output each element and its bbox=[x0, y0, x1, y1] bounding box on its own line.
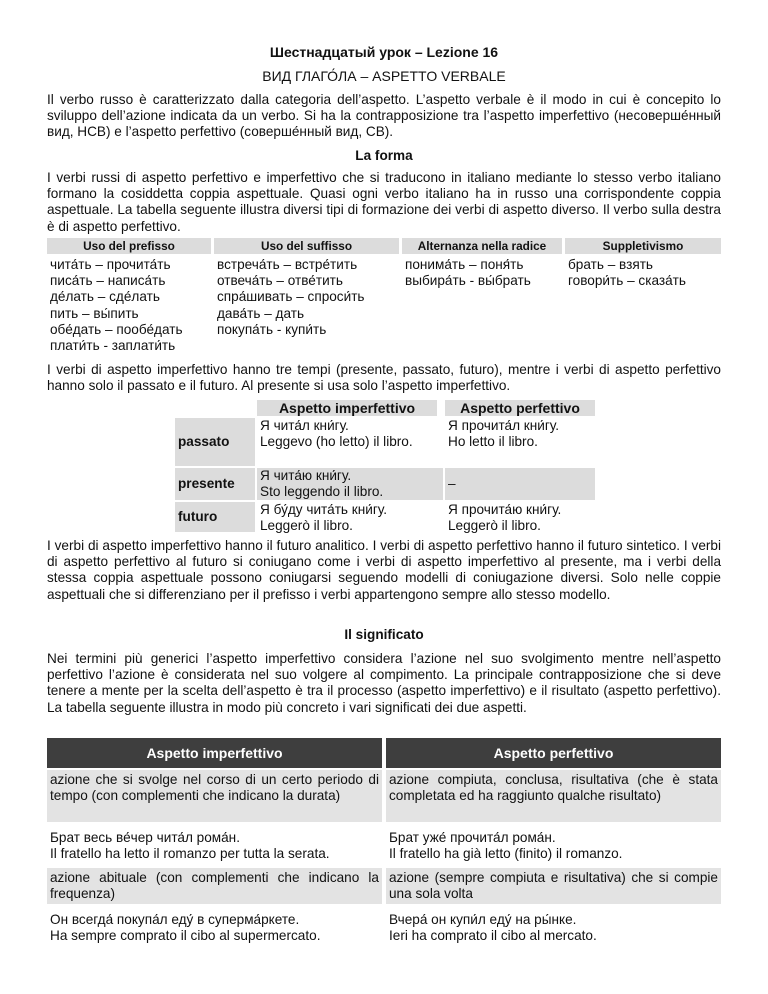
meaning-row-3-perf: azione (sempre compiuta e risultativa) che si compie una sola volta bbox=[386, 868, 721, 904]
russian-example: Я чита́л кни́гу. bbox=[260, 418, 349, 433]
russian-example: Я прочита́л кни́гу. bbox=[448, 418, 560, 433]
formation-col-root bbox=[402, 257, 562, 289]
italian-translation: Leggerò il libro. bbox=[260, 518, 353, 534]
meaning-row-2-imp: Брат весь ве́чер чита́л рома́н. Il fratello ha letto il romanzo per tutta la serata. bbox=[50, 830, 330, 862]
verb-pair: чита́ть – прочита́ть bbox=[50, 257, 171, 272]
verb-pair: покупа́ть - купи́ть bbox=[217, 321, 327, 337]
italian-translation: Leggevo (ho letto) il libro. bbox=[260, 434, 413, 450]
formation-col-suppletion bbox=[565, 257, 721, 289]
meaning-header-imperfective: Aspetto imperfettivo bbox=[47, 738, 382, 768]
section-heading-forma: La forma bbox=[355, 148, 413, 163]
verb-pair: понима́ть – поня́ть bbox=[405, 257, 524, 272]
meaning-row-4-imp: Он всегда́ покупа́л еду́ в суперма́ркете. Ha sempre comprato il cibo al supermercato. bbox=[50, 912, 321, 944]
intro-paragraph: Il verbo russo è caratterizzato dalla categoria dell’aspetto. L’aspetto verbale è il modo in cui è concepito lo sviluppo dell’azione indicata da un verbo. Si ha la contrapposizione tra l’aspetto imperfettivo (несоверше́нный вид, НСВ) e l’aspetto perfettivo (соверше́нный вид, СВ). bbox=[47, 92, 721, 140]
russian-example: Я прочита́ю кни́гу. bbox=[448, 502, 562, 517]
page-subtitle: ВИД ГЛАГО́ЛА – ASPETTO VERBALE bbox=[262, 68, 506, 84]
tense-cell-passato-perf bbox=[445, 418, 595, 450]
tense-cell-futuro-imp bbox=[257, 502, 443, 534]
formation-header-suppletion: Suppletivismo bbox=[565, 238, 721, 254]
tense-cell-presente-perf: – bbox=[445, 468, 595, 500]
formation-col-prefix bbox=[47, 257, 211, 354]
verb-pair: обе́дать – пообе́дать bbox=[50, 321, 183, 337]
verb-pair: де́лать – сде́лать bbox=[50, 289, 160, 305]
forma-paragraph: I verbi russi di aspetto perfettivo e imperfettivo che si traducono in italiano mediante lo stesso verbo italiano formano la cosiddetta coppia aspettuale. Quasi ogni verbo italiano ha in russo una corrispondente coppia aspettuale. La tabella seguente illustra diversi tipi di formazione dei verbi di aspetto diverso. Il verbo sulla destra è di aspetto perfettivo. bbox=[47, 170, 721, 234]
russian-example: Я бу́ду чита́ть кни́гу. bbox=[260, 502, 387, 517]
tense-label-presente: presente bbox=[175, 468, 255, 500]
verb-pair: отвеча́ть – отве́тить bbox=[217, 273, 343, 289]
formation-header-prefix: Uso del prefisso bbox=[47, 238, 211, 254]
page-title: Шестнадцатый урок – Lezione 16 bbox=[269, 44, 499, 60]
verb-pair: выбира́ть - вы́брать bbox=[405, 273, 531, 289]
future-paragraph: I verbi di aspetto imperfettivo hanno il futuro analitico. I verbi di aspetto perfettivo hanno il futuro sintetico. I verbi di aspetto perfettivo al futuro si coniugano come i verbi di aspetto imperfettivo al presente, ma i verbi della stessa coppia aspettuale possono coniugarsi seguendo modelli di coniugazione diversi. Solo nelle coppie aspettuali che si differenziano per il prefisso i verbi appartengono sempre allo stesso modello. bbox=[47, 538, 721, 602]
russian-example: Я чита́ю кни́гу. bbox=[260, 468, 352, 483]
meaning-row-3-imp: azione abituale (con complementi che indicano la frequenza) bbox=[47, 868, 382, 904]
formation-col-suffix bbox=[214, 257, 399, 338]
section-heading-significato: Il significato bbox=[344, 627, 424, 642]
italian-translation: Sto leggendo il libro. bbox=[260, 484, 384, 500]
meaning-table bbox=[47, 738, 721, 948]
tense-header-perfective: Aspetto perfettivo bbox=[445, 400, 595, 416]
tense-label-passato: passato bbox=[175, 418, 255, 466]
tense-cell-passato-imp bbox=[257, 418, 443, 450]
verb-pair: пить – вы́пить bbox=[50, 305, 139, 321]
tense-header-imperfective: Aspetto imperfettivo bbox=[257, 400, 437, 416]
verb-pair: встреча́ть – встре́тить bbox=[217, 257, 358, 272]
verb-pair: дава́ть – дать bbox=[217, 305, 305, 321]
tenses-paragraph: I verbi di aspetto imperfettivo hanno tre tempi (presente, passato, futuro), mentre i verbi di aspetto perfettivo hanno solo il passato e il futuro. Al presente si usa solo l’aspetto imperfettivo. bbox=[47, 362, 721, 394]
verb-pair: спра́шивать – спроси́ть bbox=[217, 289, 365, 305]
tense-cell-presente-imp bbox=[257, 468, 443, 500]
formation-header-root: Alternanza nella radice bbox=[402, 238, 562, 254]
formation-table bbox=[47, 238, 721, 358]
verb-pair: писа́ть – написа́ть bbox=[50, 273, 166, 289]
italian-translation: Leggerò il libro. bbox=[448, 518, 541, 534]
meaning-row-1-perf: azione compiuta, conclusa, risultativa (che è stata completata ed ha raggiunto qualche risultato) bbox=[386, 770, 721, 822]
tense-table bbox=[175, 400, 595, 532]
verb-pair: плати́ть - заплати́ть bbox=[50, 338, 176, 354]
formation-header-suffix: Uso del suffisso bbox=[214, 238, 399, 254]
meaning-header-perfective: Aspetto perfettivo bbox=[386, 738, 721, 768]
significato-paragraph: Nei termini più generici l’aspetto imperfettivo considera l’azione nel suo svolgimento mentre nell’aspetto perfettivo l’azione è considerata nel suo volgere al compimento. La principale contrapposizione che si deve tenere a mente per la scelta dell’aspetto è tra il processo (aspetto imperfettivo) e il risultato (aspetto perfettivo). La tabella seguente illustra in modo più concreto i vari significati dei due aspetti. bbox=[47, 651, 721, 715]
verb-pair: говори́ть – сказа́ть bbox=[568, 273, 686, 289]
italian-translation: Ho letto il libro. bbox=[448, 434, 538, 450]
meaning-row-4-perf: Вчера́ он купи́л еду́ на ры́нке. Ieri ha comprato il cibo al mercato. bbox=[389, 912, 597, 944]
tense-label-futuro: futuro bbox=[175, 502, 255, 532]
meaning-row-1-imp: azione che si svolge nel corso di un certo periodo di tempo (con complementi che indicano la durata) bbox=[47, 770, 382, 822]
verb-pair: брать – взять bbox=[568, 257, 654, 272]
tense-cell-futuro-perf bbox=[445, 502, 595, 534]
meaning-row-2-perf: Брат уже́ прочита́л рома́н. Il fratello ha già letto (finito) il romanzo. bbox=[389, 830, 623, 862]
